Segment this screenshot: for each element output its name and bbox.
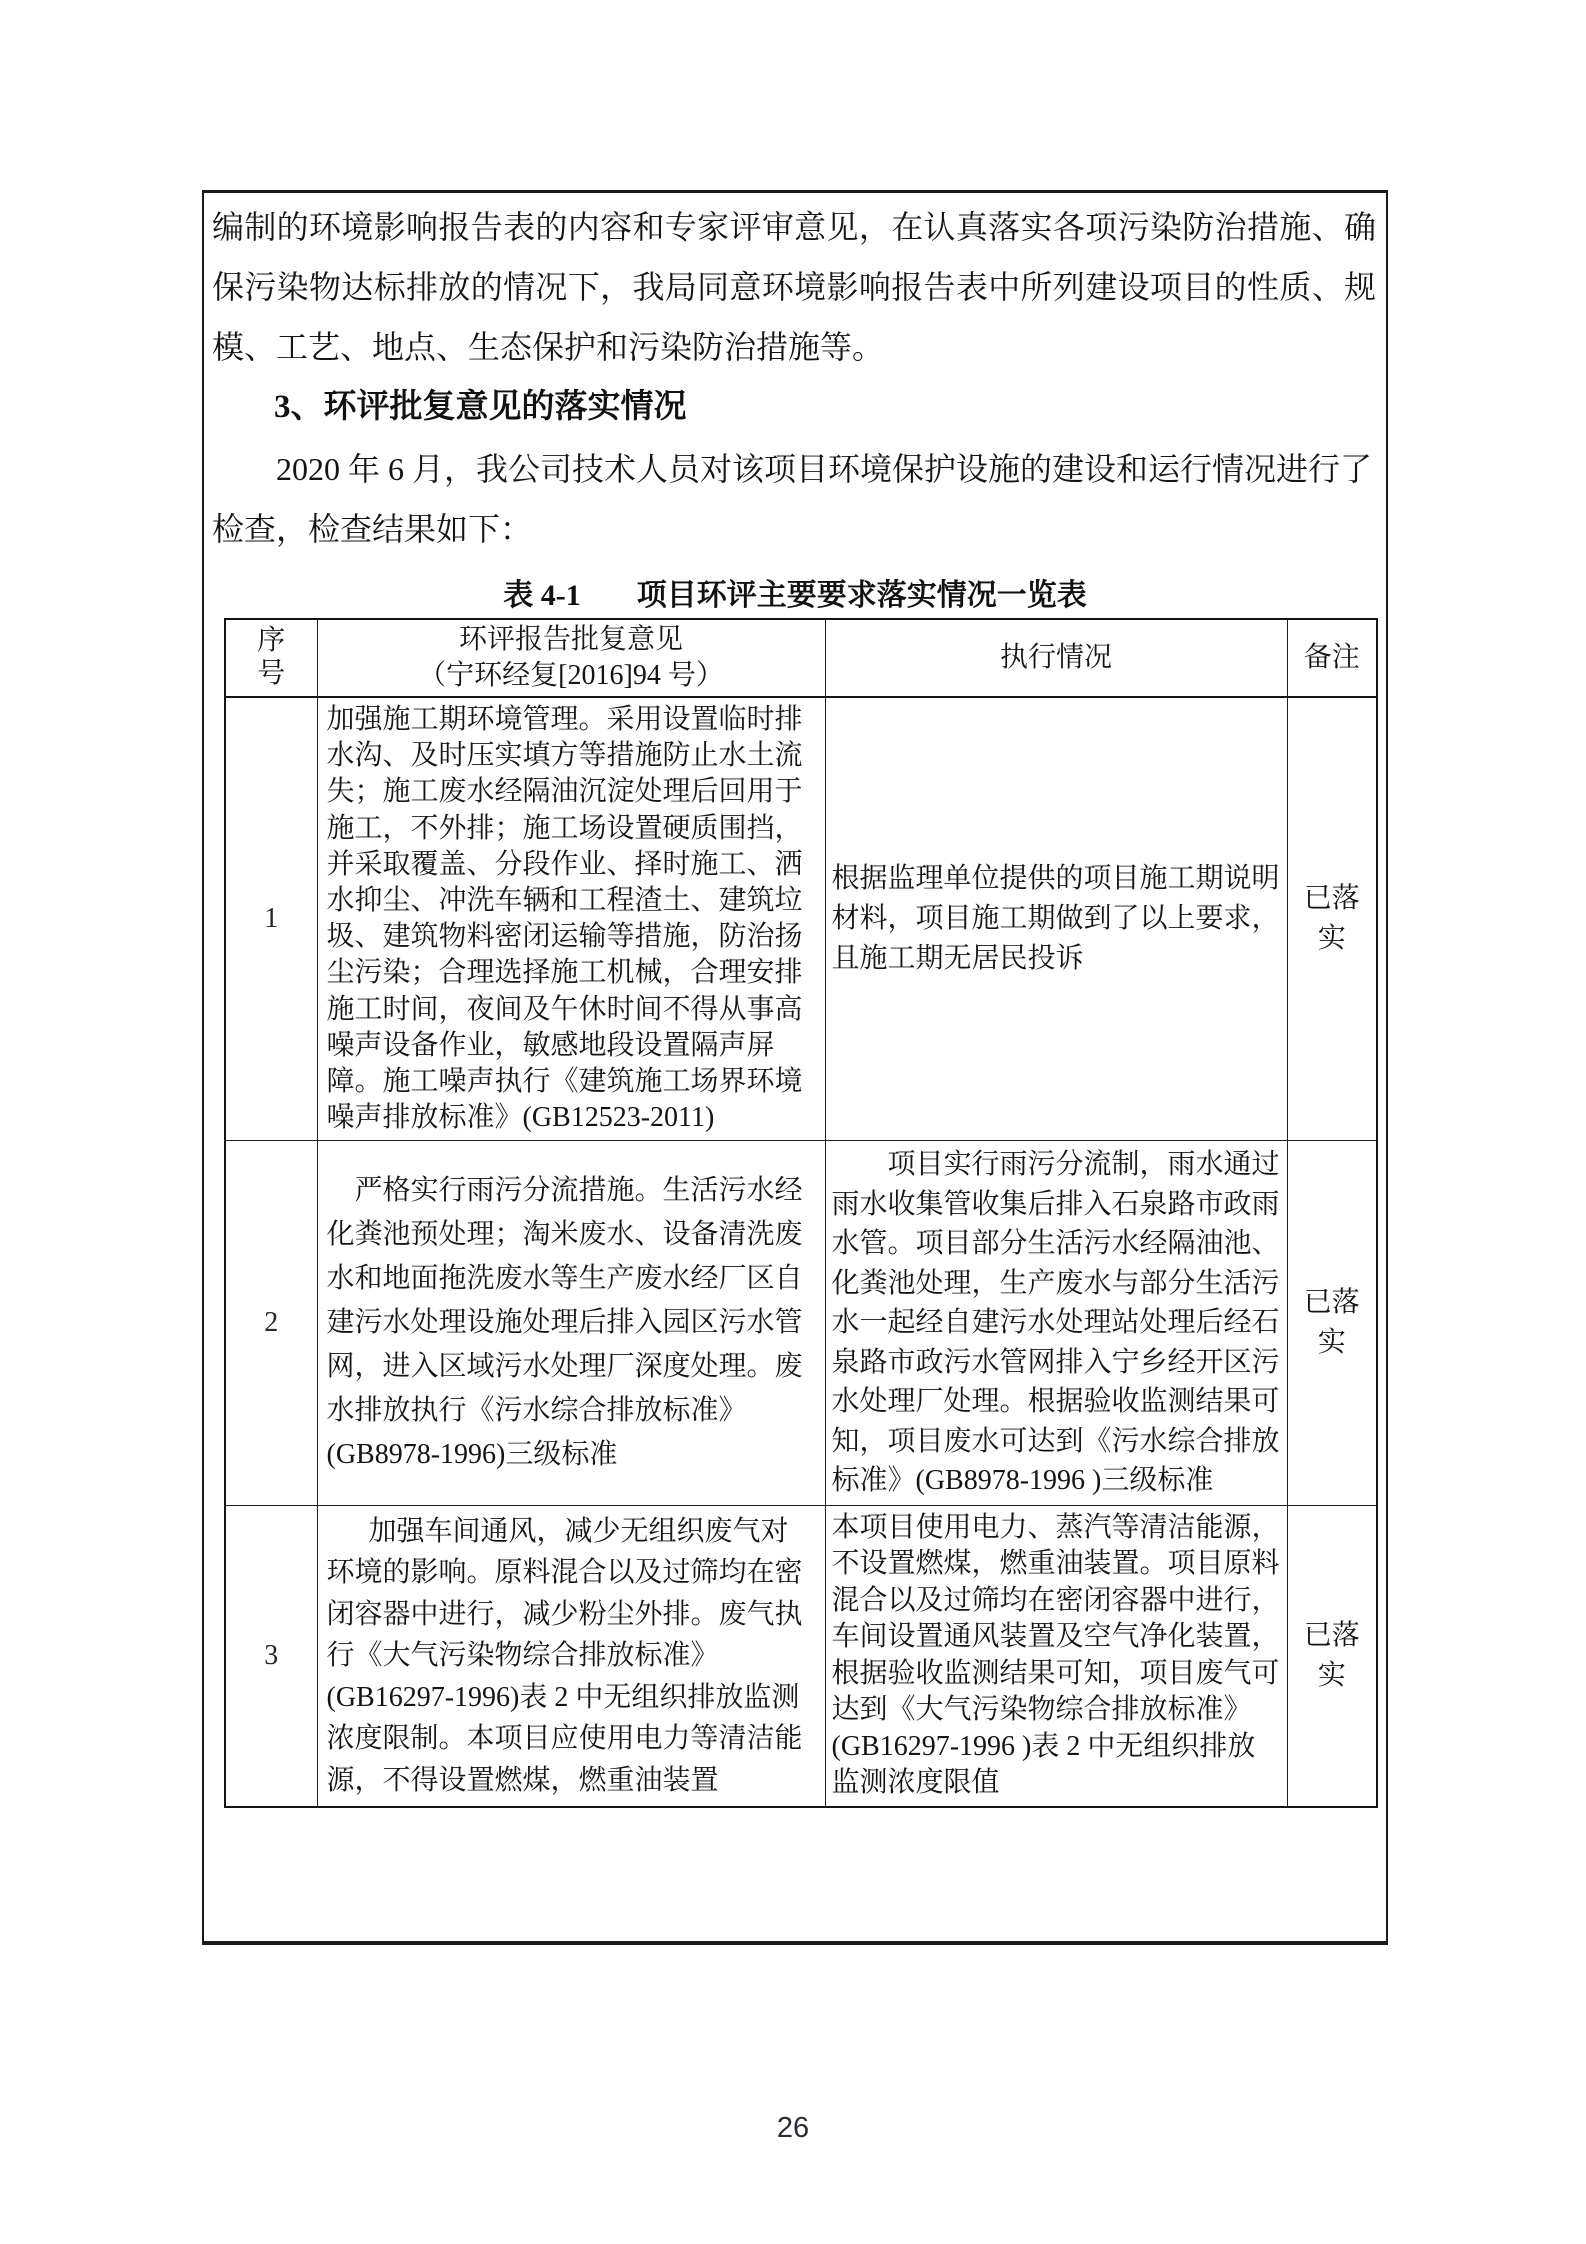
row-number: 1 [225,697,317,1141]
header-implementation: 执行情况 [825,619,1287,697]
header-no-label: 序号 [257,625,286,689]
row-number: 3 [225,1505,317,1807]
table-header-row [225,619,1377,697]
row-remark: 已落实 [1287,1141,1377,1506]
paragraph-approval-summary: 编制的环境影响报告表的内容和专家评审意见，在认真落实各项污染防治措施、确保污染物达标排放的情况下，我局同意环境影响报告表中所列建设项目的性质、规模、工艺、地点、生态保护和污染防治措施等。 [212,209,1376,365]
table-row [225,697,1377,1141]
table-number-label: 表 4-1 [503,579,581,612]
row-implementation: 项目实行雨污分流制，雨水通过雨水收集管收集后排入石泉路市政雨水管。项目部分生活污水经隔油池、化粪池处理，生产废水与部分生活污水一起经自建污水处理站处理后经石泉路市政污水管网排入宁乡经开区污水处理厂处理。根据验收监测结果可知，项目废水可达到《污水综合排放标准》(GB8978-1996 )三级标准 [825,1141,1287,1506]
row-requirement: 严格实行雨污分流措施。生活污水经化粪池预处理；淘米废水、设备清洗废水和地面拖洗废水等生产废水经厂区自建污水处理设施处理后排入园区污水管网，进入区域污水处理厂深度处理。废水排放执行《污水综合排放标准》(GB8978-1996)三级标准 [317,1141,825,1506]
table-row [225,1141,1377,1506]
row-remark: 已落实 [1287,1505,1377,1807]
row-number: 2 [225,1141,317,1506]
header-opinion-line1: 环评报告批复意见 [458,624,683,655]
paragraph-inspection-intro: 2020 年 6 月，我公司技术人员对该项目环境保护设施的建设和运行情况进行了检查，检查结果如下： [212,451,1373,547]
header-opinion-line2: （宁环经复[2016]94 号） [418,660,724,691]
page-number: 26 [776,2112,810,2144]
table-title-text: 项目环评主要要求落实情况一览表 [636,579,1087,612]
table-title [204,575,1386,617]
row-implementation: 本项目使用电力、蒸汽等清洁能源，不设置燃煤，燃重油装置。项目原料混合以及过筛均在密闭容器中进行，车间设置通风装置及空气净化装置，根据验收监测结果可知，项目废气可达到《大气污染物综合排放标准》(GB16297-1996 )表 2 中无组织排放监测浓度限值 [825,1505,1287,1807]
row-remark: 已落实 [1287,697,1377,1141]
header-no [225,619,317,697]
row-implementation: 根据监理单位提供的项目施工期说明材料，项目施工期做到了以上要求，且施工期无居民投诉 [825,697,1287,1141]
row-requirement: 加强车间通风，减少无组织废气对环境的影响。原料混合以及过筛均在密闭容器中进行，减少粉尘外排。废气执行《大气污染物综合排放标准》(GB16297-1996)表 2 中无组织排放监测浓度限制。本项目应使用电力等清洁能源，不得设置燃煤，燃重油装置 [317,1505,825,1807]
section-heading: 3、环评批复意见的落实情况 [274,389,687,425]
page-border-frame [202,190,1388,1945]
header-remark: 备注 [1287,619,1377,697]
header-opinion [317,619,825,697]
compliance-table [224,618,1378,1808]
row-requirement: 加强施工期环境管理。采用设置临时排水沟、及时压实填方等措施防止水土流失；施工废水经隔油沉淀处理后回用于施工，不外排；施工场设置硬质围挡，并采取覆盖、分段作业、择时施工、洒水抑尘、冲洗车辆和工程渣土、建筑垃圾、建筑物料密闭运输等措施，防治扬尘污染；合理选择施工机械，合理安排施工时间，夜间及午休时间不得从事高噪声设备作业，敏感地段设置隔声屏障。施工噪声执行《建筑施工场界环境噪声排放标准》(GB12523-2011) [317,697,825,1141]
table-row [225,1505,1377,1807]
